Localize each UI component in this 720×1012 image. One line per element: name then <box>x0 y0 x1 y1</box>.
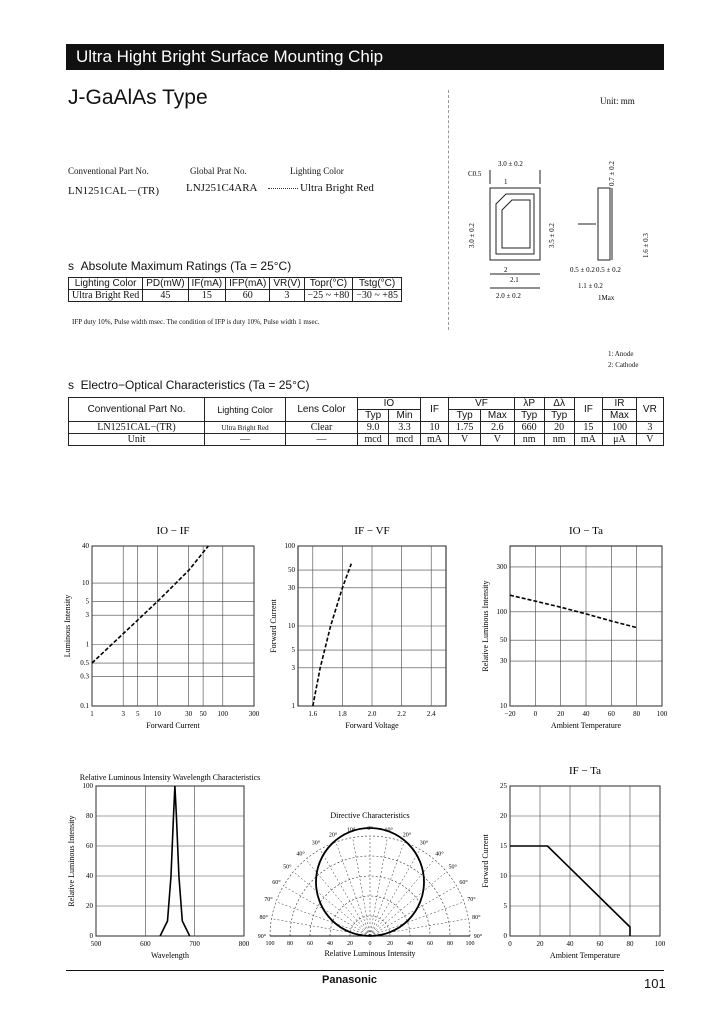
x-tick-label: 40 <box>566 940 574 948</box>
abs-cell: −25 ~ +80 <box>304 290 353 302</box>
chart-title: IF − Ta <box>568 765 602 777</box>
dim-label-side-top: 0.7 ± 0.2 <box>608 161 616 186</box>
polar-angle-label: 60° <box>272 880 281 886</box>
x-axis-label: Ambient Temperature <box>549 951 621 960</box>
abs-cell: 60 <box>226 290 270 302</box>
type-title: J-GaAlAs Type <box>68 86 208 109</box>
data-series-line <box>160 786 190 936</box>
y-tick-label: 40 <box>86 872 93 880</box>
polar-spoke <box>370 849 420 936</box>
polar-angle-label: 70° <box>467 897 476 904</box>
plot-frame <box>510 786 660 936</box>
polar-radial-label: 100 <box>265 941 275 947</box>
y-tick-label: 80 <box>86 812 93 820</box>
x-axis-label: Forward Current <box>146 721 200 730</box>
electro-unit: mcd <box>357 434 388 446</box>
x-tick-label: 60 <box>596 940 604 948</box>
electro-unit: mA <box>574 434 603 446</box>
electro-subheader: Typ <box>514 410 544 422</box>
x-tick-label: 30 <box>185 710 193 718</box>
pin-note-anode: 1: Anode <box>608 350 634 358</box>
page-number: 101 <box>644 976 666 991</box>
polar-spoke <box>370 886 457 936</box>
x-axis-label: Forward Voltage <box>345 721 399 730</box>
x-tick-label: 800 <box>238 940 250 948</box>
data-series-line <box>313 564 352 706</box>
polar-angle-label: 20° <box>328 832 338 839</box>
bullet: s <box>68 378 81 392</box>
y-tick-label: 5 <box>291 646 295 655</box>
x-tick-label: 700 <box>189 940 200 948</box>
polar-radial-label: 60 <box>307 941 313 947</box>
polar-angle-label: 10° <box>384 827 393 834</box>
electro-cell: 10 <box>420 422 449 434</box>
abs-cell: −30 ~ +85 <box>353 290 402 302</box>
x-tick-label: −20 <box>504 710 516 718</box>
y-tick-label: 20 <box>86 902 93 910</box>
x-tick-label: 2.2 <box>397 710 406 718</box>
polar-radial-label: 40 <box>407 941 413 947</box>
abs-header: Lighting Color <box>69 278 143 290</box>
polar-angle-label: 90° <box>257 934 267 940</box>
polar-radial-label: 100 <box>465 941 475 947</box>
col-conventional-heading: Conventional Part No. <box>68 166 149 176</box>
polar-radial-label: 0 <box>368 941 372 947</box>
x-tick-label: 1.6 <box>308 710 318 718</box>
y-tick-label: 0.3 <box>80 672 89 681</box>
y-tick-label: 10 <box>82 579 89 588</box>
y-tick-label: 100 <box>496 607 507 616</box>
polar-spoke <box>293 872 370 936</box>
abs-header: Topr(°C) <box>304 278 353 290</box>
electro-unit: mA <box>420 434 449 446</box>
polar-angle-label: 90° <box>473 934 483 940</box>
dim-label-height: 3.0 ± 0.2 <box>468 223 476 248</box>
polar-radial-label: 60 <box>427 941 433 947</box>
electro-unit: V <box>481 434 515 446</box>
x-tick-label: 100 <box>656 710 668 718</box>
polar-angle-label: 80° <box>259 915 268 922</box>
electro-cell: 100 <box>603 422 637 434</box>
y-tick-label: 5 <box>85 597 89 606</box>
abs-max-note: IFP duty 10%, Pulse width msec. The condition of IFP is duty 10%, Pulse width 1 msec. <box>72 318 320 326</box>
x-tick-label: 80 <box>626 940 634 948</box>
x-tick-label: 600 <box>140 940 151 948</box>
polar-spoke <box>320 849 370 936</box>
polar-angle-label: 60° <box>459 880 468 886</box>
dim-label-top: 3.0 ± 0.2 <box>498 160 523 168</box>
x-tick-label: 100 <box>217 710 229 718</box>
electro-cell: 3 <box>636 422 663 434</box>
electro-header: IF <box>420 398 449 422</box>
y-tick-label: 50 <box>500 636 507 645</box>
y-axis-label: Relative Luminous Intensity <box>67 815 76 907</box>
x-tick-label: 0 <box>508 940 512 948</box>
y-axis-label: Relative Luminous Intensity <box>481 580 490 672</box>
electro-unit: nm <box>544 434 574 446</box>
x-tick-label: 40 <box>582 710 590 718</box>
y-axis-label: Forward Current <box>269 599 278 653</box>
electro-cell: 9.0 <box>357 422 388 434</box>
x-tick-label: 300 <box>248 710 260 718</box>
chart-title: IF − VF <box>354 525 390 537</box>
electro-unit: nm <box>514 434 544 446</box>
electro-subheader: Max <box>603 410 637 422</box>
y-tick-label: 5 <box>503 902 507 910</box>
data-series-line <box>510 595 637 627</box>
bullet: s <box>68 259 81 273</box>
electro-cell: Clear <box>286 422 358 434</box>
footer-rule <box>66 970 664 971</box>
y-tick-label: 0 <box>503 932 507 940</box>
polar-angle-label: 10° <box>347 827 356 834</box>
plot-frame <box>92 546 254 706</box>
col-global-heading: Global Prat No. <box>190 166 247 176</box>
polar-radial-label: 20 <box>387 941 393 947</box>
dim-label-pin2: 2 <box>504 266 508 274</box>
y-tick-label: 300 <box>496 562 507 571</box>
electro-cell: 660 <box>514 422 544 434</box>
polar-angle-label: 40° <box>435 851 444 858</box>
dim-label-lead2: 0.5 ± 0.2 <box>570 266 595 274</box>
y-tick-label: 30 <box>288 583 295 592</box>
electro-unit: μA <box>603 434 637 446</box>
electro-cell: 15 <box>574 422 603 434</box>
x-tick-label: 3 <box>121 710 125 718</box>
chart-title: IO − IF <box>156 525 190 537</box>
abs-cell: 3 <box>270 290 304 302</box>
abs-cell: 15 <box>188 290 226 302</box>
electro-title-text: Electro−Optical Characteristics (Ta = 25°C) <box>80 378 310 392</box>
y-tick-label: 100 <box>284 542 295 550</box>
electro-header: IF <box>574 398 603 422</box>
electro-cell: 20 <box>544 422 574 434</box>
x-tick-label: 1 <box>90 710 94 718</box>
x-tick-label: 5 <box>135 710 140 718</box>
electro-header: λP <box>514 398 544 410</box>
x-tick-label: 500 <box>90 940 102 948</box>
panasonic-logo: Panasonic <box>322 974 378 986</box>
dim-label-bottom: 2.0 ± 0.2 <box>496 292 521 300</box>
abs-cell: Ultra Bright Red <box>69 290 143 302</box>
global-part-no: LNJ251C4ARA <box>186 182 258 194</box>
y-tick-label: 15 <box>500 842 507 850</box>
y-tick-label: 1 <box>85 640 89 649</box>
title-banner: Ultra Hight Bright Surface Mounting Chip <box>66 44 664 70</box>
polar-spoke <box>283 886 370 936</box>
x-axis-label: Wavelength <box>150 951 190 960</box>
plot-frame <box>96 786 244 936</box>
electro-cell: Ultra Bright Red <box>205 422 286 434</box>
chart-title: Relative Luminous Intensity Wavelength Characteristics <box>79 773 261 782</box>
electro-cell: 2.6 <box>481 422 515 434</box>
electro-header: Δλ <box>544 398 574 410</box>
electro-header: Lens Color <box>286 398 358 422</box>
electro-header: IO <box>357 398 420 410</box>
electro-header: IR <box>603 398 637 410</box>
y-tick-label: 20 <box>500 812 507 820</box>
x-tick-label: 1.8 <box>338 710 347 718</box>
x-axis-label: Relative Luminous Intensity <box>324 949 416 958</box>
y-tick-label: 0.5 <box>80 659 89 668</box>
y-tick-label: 30 <box>500 657 507 666</box>
x-tick-label: 100 <box>654 940 666 948</box>
polar-angle-label: 30° <box>419 840 429 847</box>
dim-label-max: 1Max <box>598 294 615 302</box>
polar-spoke <box>370 872 447 936</box>
data-series-line <box>92 546 208 663</box>
electro-unit: Unit <box>69 434 205 446</box>
electro-header: VR <box>636 398 663 422</box>
electro-unit: — <box>286 434 358 446</box>
electro-subheader: Max <box>481 410 515 422</box>
y-tick-label: 100 <box>82 782 93 790</box>
lighting-color: Ultra Bright Red <box>300 182 374 194</box>
electro-header: Conventional Part No. <box>69 398 205 422</box>
dim-label-side-width: 1.1 ± 0.2 <box>578 282 603 290</box>
unit-label: Unit: mm <box>600 96 635 106</box>
x-tick-label: 80 <box>633 710 641 718</box>
y-tick-label: 1 <box>291 702 295 710</box>
x-tick-label: 20 <box>536 940 544 948</box>
polar-radial-label: 80 <box>447 941 453 947</box>
y-tick-label: 10 <box>500 872 507 880</box>
x-tick-label: 0 <box>533 710 538 718</box>
polar-spoke <box>370 842 404 936</box>
y-tick-label: 25 <box>500 782 507 790</box>
polar-angle-label: 50° <box>448 864 457 871</box>
x-tick-label: 20 <box>557 710 565 718</box>
x-tick-label: 10 <box>153 710 161 718</box>
abs-header: VR(V) <box>270 278 304 290</box>
polar-angle-label: 70° <box>264 897 273 904</box>
abs-header: IF(mA) <box>188 278 226 290</box>
dim-label-lead: 0.5 ± 0.2 <box>596 266 621 274</box>
electro-header: Lighting Color <box>205 398 286 422</box>
electro-unit: V <box>636 434 663 446</box>
y-axis-label: Luminous Intensity <box>63 594 72 658</box>
polar-radial-label: 80 <box>287 941 293 947</box>
dim-label-inner: 3.5 ± 0.2 <box>548 223 556 248</box>
dim-label-pin1: 1 <box>504 178 508 186</box>
y-axis-label: Forward Current <box>481 834 490 888</box>
x-tick-label: 2.4 <box>426 710 436 718</box>
abs-header: IFP(mA) <box>226 278 270 290</box>
y-tick-label: 3 <box>291 663 295 672</box>
polar-radial-label: 40 <box>327 941 333 947</box>
electro-subheader: Min <box>389 410 420 422</box>
y-tick-label: 3 <box>85 611 89 620</box>
electro-header: VF <box>449 398 514 410</box>
abs-cell: 45 <box>143 290 188 302</box>
y-tick-label: 10 <box>288 622 295 630</box>
electro-subheader: Typ <box>449 410 481 422</box>
electro-subheader: Typ <box>544 410 574 422</box>
dim-label-chamfer: C0.5 <box>468 170 482 178</box>
y-tick-label: 0.1 <box>80 702 89 710</box>
dim-label-side-height: 1.6 ± 0.3 <box>642 233 650 258</box>
electro-unit: V <box>449 434 481 446</box>
pin-note-cathode: 2: Cathode <box>608 361 639 369</box>
x-axis-label: Ambient Temperature <box>550 721 622 730</box>
x-tick-label: 60 <box>607 710 615 718</box>
electro-cell: 1.75 <box>449 422 481 434</box>
conventional-part-no: LN1251CAL－(TR) <box>68 185 160 197</box>
electro-unit: mcd <box>389 434 420 446</box>
polar-angle-label: 20° <box>402 832 412 839</box>
electro-subheader: Typ <box>357 410 388 422</box>
y-tick-label: 60 <box>86 842 93 850</box>
abs-max-title-text: Absolute Maximum Ratings (Ta = 25°C) <box>80 259 292 273</box>
x-tick-label: 2.0 <box>367 710 377 718</box>
polar-radial-label: 20 <box>347 941 353 947</box>
y-tick-label: 10 <box>500 702 507 710</box>
y-tick-label: 40 <box>82 542 89 550</box>
polar-angle-label: 40° <box>296 851 305 858</box>
col-color-heading: Lighting Color <box>290 166 344 176</box>
y-tick-label: 50 <box>288 566 295 575</box>
abs-header: PD(mW) <box>143 278 188 290</box>
x-tick-label: 50 <box>199 710 207 718</box>
electro-cell: 3.3 <box>389 422 420 434</box>
polar-angle-label: 50° <box>283 864 292 871</box>
electro-unit: — <box>205 434 286 446</box>
dim-label-2-1: 2.1 <box>510 276 519 284</box>
polar-angle-label: 0° <box>367 826 373 832</box>
polar-angle-label: 30° <box>311 840 321 847</box>
polar-angle-label: 80° <box>472 915 481 922</box>
abs-header: Tstg(°C) <box>353 278 402 290</box>
chart-title: IO − Ta <box>569 525 603 537</box>
electro-cell: LN1251CAL−(TR) <box>69 422 205 434</box>
y-tick-label: 0 <box>89 932 93 940</box>
chart-title: Directive Characteristics <box>330 811 410 820</box>
